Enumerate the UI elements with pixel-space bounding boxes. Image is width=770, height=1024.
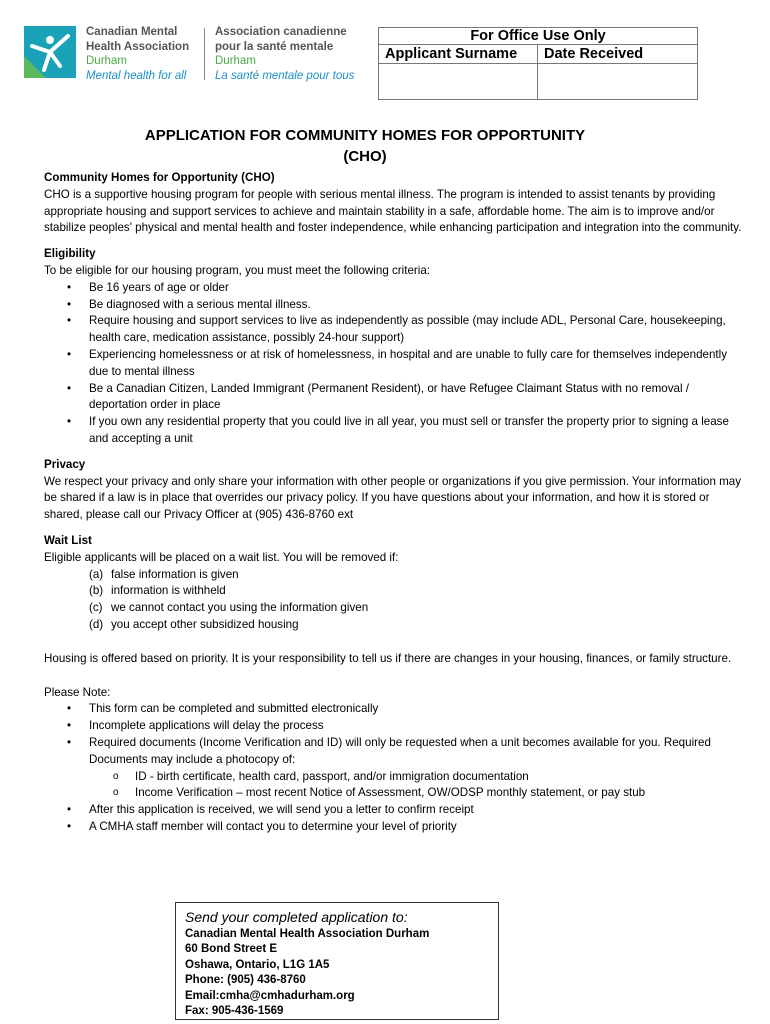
logo-en-line2: Health Association bbox=[86, 40, 190, 53]
document-body bbox=[44, 170, 744, 836]
logo-en-tagline: Mental health for all bbox=[86, 69, 187, 82]
list-marker: (b) bbox=[89, 584, 104, 598]
waitlist-list bbox=[44, 567, 744, 634]
eligibility-intro: To be eligible for our housing program, you must meet the following criteria: bbox=[44, 263, 431, 277]
documents-sublist bbox=[89, 769, 744, 803]
address-email: Email:cmha@cmhadurham.org bbox=[185, 989, 355, 1002]
list-item bbox=[89, 567, 744, 584]
address-org: Canadian Mental Health Association Durham bbox=[185, 928, 430, 940]
list-marker: (a) bbox=[89, 567, 104, 581]
list-item: • Be a Canadian Citizen, Landed Immigrant (Permanent Resident), or have Refugee Claimant Status with no removal / deportation order in place bbox=[89, 381, 744, 415]
list-text: you accept other subsidized housing bbox=[111, 617, 299, 631]
eligibility-list bbox=[44, 280, 744, 448]
cmha-logo-icon bbox=[24, 26, 76, 78]
logo-fr-tagline: La santé mentale pour tous bbox=[215, 69, 355, 82]
list-marker: (d) bbox=[89, 617, 104, 631]
list-item: • Require housing and support services to live as independently as possible (may include ADL, Personal Care, housekeeping, health care, medication assistance, possibly 24-hour support) bbox=[89, 313, 744, 347]
waitlist-heading: Wait List bbox=[44, 533, 92, 547]
logo-fr-line1: Association canadienne bbox=[215, 26, 347, 38]
list-text: false information is given bbox=[111, 567, 239, 581]
list-text: we cannot contact you using the information given bbox=[111, 601, 369, 615]
address-city: Oshawa, Ontario, L1G 1A5 bbox=[185, 958, 330, 971]
list-item: • A CMHA staff member will contact you to determine your level of priority bbox=[89, 819, 744, 836]
send-title: Send your completed application to: bbox=[185, 909, 408, 925]
privacy-body: We respect your privacy and only share your information with other people or organizations if you give permission. Your information may be shared if a law is in place that overrides our privacy policy. If you have questions about your information, and how it is stored or shared, please call our Privacy Officer at (905) 436-8760 ext bbox=[44, 474, 742, 522]
address-fax: Fax: 905-436-1569 bbox=[185, 1005, 284, 1018]
title-line2: (CHO) bbox=[343, 148, 387, 165]
list-marker: (c) bbox=[89, 601, 103, 615]
please-note-heading: Please Note: bbox=[44, 685, 111, 699]
list-item bbox=[89, 600, 744, 617]
logo-en-line3: Durham bbox=[86, 55, 127, 67]
office-use-table bbox=[378, 27, 698, 100]
logo-english-text bbox=[86, 25, 189, 83]
waitlist-intro: Eligible applicants will be placed on a wait list. You will be removed if: bbox=[44, 550, 399, 564]
list-item: • Experiencing homelessness or at risk of homelessness, in hospital and are unable to fully care for themselves independently due to mental illness bbox=[89, 347, 744, 381]
list-item: • This form can be completed and submitted electronically bbox=[89, 701, 744, 718]
housing-priority-note: Housing is offered based on priority. It is your responsibility to tell us if there are changes in your housing, finances, or family structure. bbox=[44, 651, 732, 665]
cho-heading: Community Homes for Opportunity (CHO) bbox=[44, 171, 275, 184]
list-text: Required documents (Income Verification and ID) will only be requested when a unit becomes available for you. Required Documents may include a photocopy of: bbox=[89, 735, 711, 766]
privacy-heading: Privacy bbox=[44, 457, 86, 471]
logo-divider bbox=[204, 28, 205, 80]
list-item bbox=[89, 735, 744, 802]
list-item: • After this application is received, we will send you a letter to confirm receipt bbox=[89, 802, 744, 819]
list-item: • Be diagnosed with a serious mental illness. bbox=[89, 297, 744, 314]
sublist-item: o Income Verification – most recent Notice of Assessment, OW/ODSP monthly statement, or pay stub bbox=[135, 785, 744, 802]
logo-fr-line3: Durham bbox=[215, 55, 256, 67]
logo-french-text bbox=[215, 25, 354, 83]
office-use-title: For Office Use Only bbox=[379, 28, 698, 45]
list-item: • Incomplete applications will delay the process bbox=[89, 718, 744, 735]
please-note-list bbox=[44, 701, 744, 835]
applicant-surname-field[interactable] bbox=[379, 64, 538, 100]
sublist-item: o ID - birth certificate, health card, passport, and/or immigration documentation bbox=[135, 769, 744, 786]
address-street: 60 Bond Street E bbox=[185, 943, 278, 956]
list-item bbox=[89, 617, 744, 634]
list-text: information is withheld bbox=[111, 584, 226, 598]
address-phone: Phone: (905) 436-8760 bbox=[185, 974, 306, 987]
date-received-header: Date Received bbox=[538, 45, 698, 64]
list-item: • Be 16 years of age or older bbox=[89, 280, 744, 297]
logo-en-line1: Canadian Mental bbox=[86, 26, 178, 38]
eligibility-heading: Eligibility bbox=[44, 247, 96, 261]
list-item bbox=[89, 583, 744, 600]
mailing-address-box bbox=[175, 902, 499, 1020]
date-received-field[interactable] bbox=[538, 64, 698, 100]
logo-fr-line2: pour la santé mentale bbox=[215, 40, 334, 53]
title-line1: APPLICATION FOR COMMUNITY HOMES FOR OPPORTUNITY bbox=[144, 127, 586, 144]
cho-body: CHO is a supportive housing program for people with serious mental illness. The program is intended to assist tenants by providing appropriate housing and support services to achieve and maintain stability in a safe, affordable home. The aim is to improve and/or stabilize peoples' physical and mental health and foster independence, while enhancing participation and integration into the community. bbox=[44, 187, 742, 235]
page-title bbox=[40, 125, 690, 167]
applicant-surname-header: Applicant Surname bbox=[379, 45, 538, 64]
list-item: • If you own any residential property that you could live in all year, you must sell or transfer the property prior to signing a lease and accepting a unit bbox=[89, 414, 744, 448]
